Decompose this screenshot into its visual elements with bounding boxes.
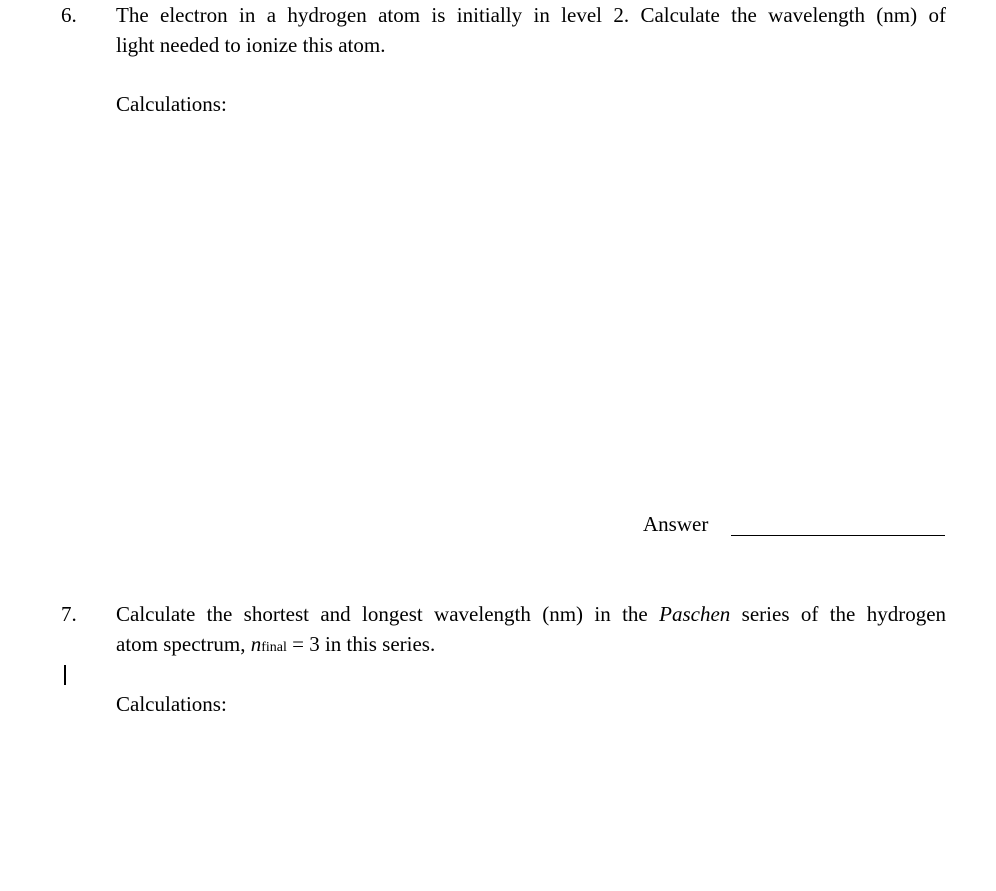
question-6-number: 6.	[61, 3, 77, 27]
question-7-line-2-before: atom spectrum,	[116, 632, 246, 656]
question-7-line-1-before: Calculate the shortest and longest wavelength (nm) in the	[116, 602, 648, 626]
question-7-line-2	[116, 629, 946, 663]
paschen-term: Paschen	[659, 602, 731, 626]
question-7-number: 7.	[61, 602, 77, 626]
question-7-line-1-after: series of the hydrogen	[741, 602, 947, 626]
n-variable: n	[250, 632, 262, 656]
question-6-answer-label: Answer	[643, 512, 709, 536]
question-6-answer-blank[interactable]	[731, 535, 945, 536]
question-7-calculations-label: Calculations:	[116, 692, 227, 716]
question-7-line-1	[116, 599, 946, 629]
text-cursor	[64, 665, 66, 685]
final-subscript: final	[261, 640, 287, 655]
question-6-line-2: light needed to ionize this atom.	[116, 33, 386, 57]
question-6-line-1: The electron in a hydrogen atom is initially in level 2. Calculate the wavelength (nm) of	[116, 3, 946, 27]
question-7-text	[116, 599, 946, 663]
question-6-text	[116, 0, 946, 60]
question-6-calculations-label: Calculations:	[116, 92, 227, 116]
question-7-line-2-after: = 3 in this series.	[292, 632, 436, 656]
